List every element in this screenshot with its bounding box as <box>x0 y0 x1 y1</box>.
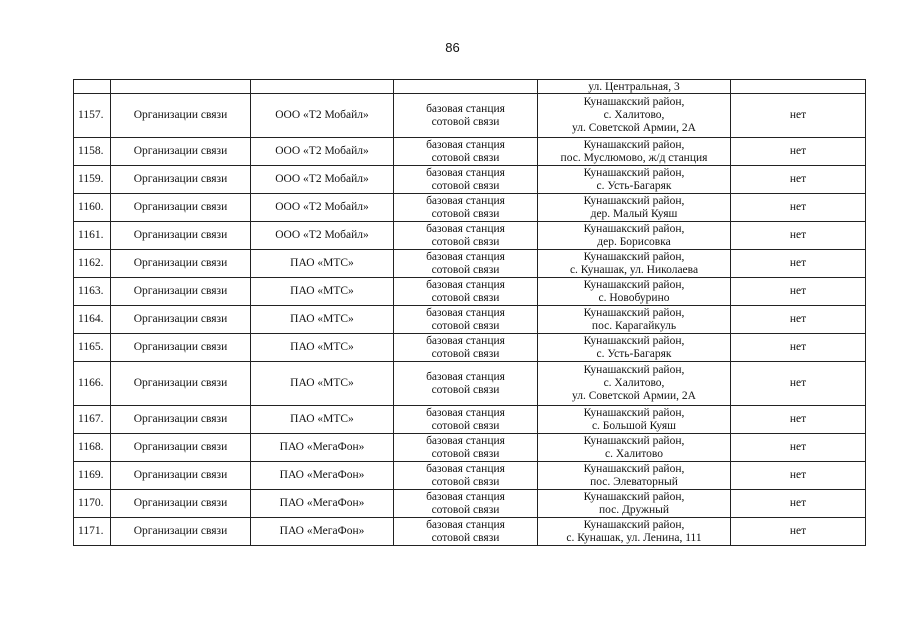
cell-organization: ПАО «МегаФон» <box>251 462 394 490</box>
cell-num: 1166. <box>74 362 111 406</box>
cell-category: Организации связи <box>111 406 251 434</box>
cell-address: Кунашакский район, с. Халитово, ул. Советской Армии, 2А <box>538 94 731 138</box>
cell-num <box>74 80 111 94</box>
cell-status: нет <box>731 434 866 462</box>
table-row <box>74 462 866 490</box>
cell-address: Кунашакский район, с. Халитово <box>538 434 731 462</box>
cell-status: нет <box>731 406 866 434</box>
cell-category: Организации связи <box>111 334 251 362</box>
cell-num: 1161. <box>74 222 111 250</box>
cell-address: Кунашакский район, дер. Малый Куяш <box>538 194 731 222</box>
table-row <box>74 94 866 138</box>
cell-category: Организации связи <box>111 306 251 334</box>
cell-object: базовая станция сотовой связи <box>394 250 538 278</box>
table-row <box>74 334 866 362</box>
cell-organization: ООО «Т2 Мобайл» <box>251 222 394 250</box>
cell-num: 1162. <box>74 250 111 278</box>
table-row <box>74 518 866 546</box>
table-row <box>74 278 866 306</box>
cell-status: нет <box>731 250 866 278</box>
cell-address: Кунашакский район, дер. Борисовка <box>538 222 731 250</box>
cell-status: нет <box>731 462 866 490</box>
cell-organization: ПАО «МТС» <box>251 406 394 434</box>
cell-category: Организации связи <box>111 490 251 518</box>
cell-object: базовая станция сотовой связи <box>394 490 538 518</box>
cell-num: 1170. <box>74 490 111 518</box>
cell-object: базовая станция сотовой связи <box>394 362 538 406</box>
cell-category: Организации связи <box>111 222 251 250</box>
table-row <box>74 222 866 250</box>
table-row <box>74 362 866 406</box>
cell-category: Организации связи <box>111 250 251 278</box>
page-number: 86 <box>445 40 460 55</box>
cell-organization: ПАО «МегаФон» <box>251 434 394 462</box>
cell-num: 1169. <box>74 462 111 490</box>
cell-category <box>111 80 251 94</box>
cell-category: Организации связи <box>111 278 251 306</box>
cell-address: Кунашакский район, с. Усть-Багаряк <box>538 166 731 194</box>
cell-category: Организации связи <box>111 94 251 138</box>
continuation-row <box>74 80 866 94</box>
cell-num: 1159. <box>74 166 111 194</box>
cell-organization: ПАО «МТС» <box>251 334 394 362</box>
cell-object: базовая станция сотовой связи <box>394 138 538 166</box>
cell-category: Организации связи <box>111 194 251 222</box>
cell-status: нет <box>731 334 866 362</box>
table-body <box>74 80 866 546</box>
table-row <box>74 434 866 462</box>
cell-address: Кунашакский район, пос. Элеваторный <box>538 462 731 490</box>
cell-organization: ООО «Т2 Мобайл» <box>251 194 394 222</box>
cell-num: 1157. <box>74 94 111 138</box>
cell-address: ул. Центральная, 3 <box>538 80 731 94</box>
cell-object: базовая станция сотовой связи <box>394 222 538 250</box>
cell-status: нет <box>731 362 866 406</box>
cell-organization: ПАО «МТС» <box>251 306 394 334</box>
cell-category: Организации связи <box>111 434 251 462</box>
cell-num: 1158. <box>74 138 111 166</box>
cell-status: нет <box>731 94 866 138</box>
cell-object: базовая станция сотовой связи <box>394 334 538 362</box>
cell-organization: ПАО «МТС» <box>251 278 394 306</box>
cell-address: Кунашакский район, пос. Дружный <box>538 490 731 518</box>
cell-object: базовая станция сотовой связи <box>394 306 538 334</box>
cell-object: базовая станция сотовой связи <box>394 94 538 138</box>
cell-object: базовая станция сотовой связи <box>394 518 538 546</box>
cell-status: нет <box>731 138 866 166</box>
cell-num: 1168. <box>74 434 111 462</box>
cell-num: 1164. <box>74 306 111 334</box>
cell-status: нет <box>731 278 866 306</box>
cell-object: базовая станция сотовой связи <box>394 434 538 462</box>
cell-address: Кунашакский район, с. Большой Куяш <box>538 406 731 434</box>
cell-organization: ПАО «МегаФон» <box>251 518 394 546</box>
cell-address: Кунашакский район, с. Халитово, ул. Советской Армии, 2А <box>538 362 731 406</box>
cell-num: 1163. <box>74 278 111 306</box>
table-row <box>74 166 866 194</box>
cell-organization: ПАО «МТС» <box>251 362 394 406</box>
cell-address: Кунашакский район, пос. Муслюмово, ж/д станция <box>538 138 731 166</box>
cell-num: 1167. <box>74 406 111 434</box>
table-row <box>74 490 866 518</box>
cell-object: базовая станция сотовой связи <box>394 166 538 194</box>
cell-organization: ООО «Т2 Мобайл» <box>251 138 394 166</box>
cell-category: Организации связи <box>111 138 251 166</box>
cell-object: базовая станция сотовой связи <box>394 406 538 434</box>
cell-category: Организации связи <box>111 362 251 406</box>
cell-organization: ПАО «МегаФон» <box>251 490 394 518</box>
cell-object: базовая станция сотовой связи <box>394 462 538 490</box>
cell-category: Организации связи <box>111 462 251 490</box>
table-row <box>74 306 866 334</box>
registry-table <box>73 79 866 546</box>
cell-organization <box>251 80 394 94</box>
cell-num: 1171. <box>74 518 111 546</box>
cell-num: 1160. <box>74 194 111 222</box>
cell-object <box>394 80 538 94</box>
cell-object: базовая станция сотовой связи <box>394 194 538 222</box>
cell-address: Кунашакский район, пос. Карагайкуль <box>538 306 731 334</box>
cell-address: Кунашакский район, с. Усть-Багаряк <box>538 334 731 362</box>
cell-status: нет <box>731 306 866 334</box>
table-row <box>74 250 866 278</box>
cell-address: Кунашакский район, с. Кунашак, ул. Ленина, 111 <box>538 518 731 546</box>
cell-status <box>731 80 866 94</box>
table-row <box>74 194 866 222</box>
cell-address: Кунашакский район, с. Кунашак, ул. Николаева <box>538 250 731 278</box>
cell-category: Организации связи <box>111 166 251 194</box>
cell-organization: ООО «Т2 Мобайл» <box>251 166 394 194</box>
cell-status: нет <box>731 222 866 250</box>
cell-address: Кунашакский район, с. Новобурино <box>538 278 731 306</box>
table-row <box>74 406 866 434</box>
cell-status: нет <box>731 194 866 222</box>
cell-object: базовая станция сотовой связи <box>394 278 538 306</box>
cell-organization: ПАО «МТС» <box>251 250 394 278</box>
cell-num: 1165. <box>74 334 111 362</box>
cell-status: нет <box>731 518 866 546</box>
cell-organization: ООО «Т2 Мобайл» <box>251 94 394 138</box>
cell-status: нет <box>731 166 866 194</box>
cell-status: нет <box>731 490 866 518</box>
cell-category: Организации связи <box>111 518 251 546</box>
table-row <box>74 138 866 166</box>
